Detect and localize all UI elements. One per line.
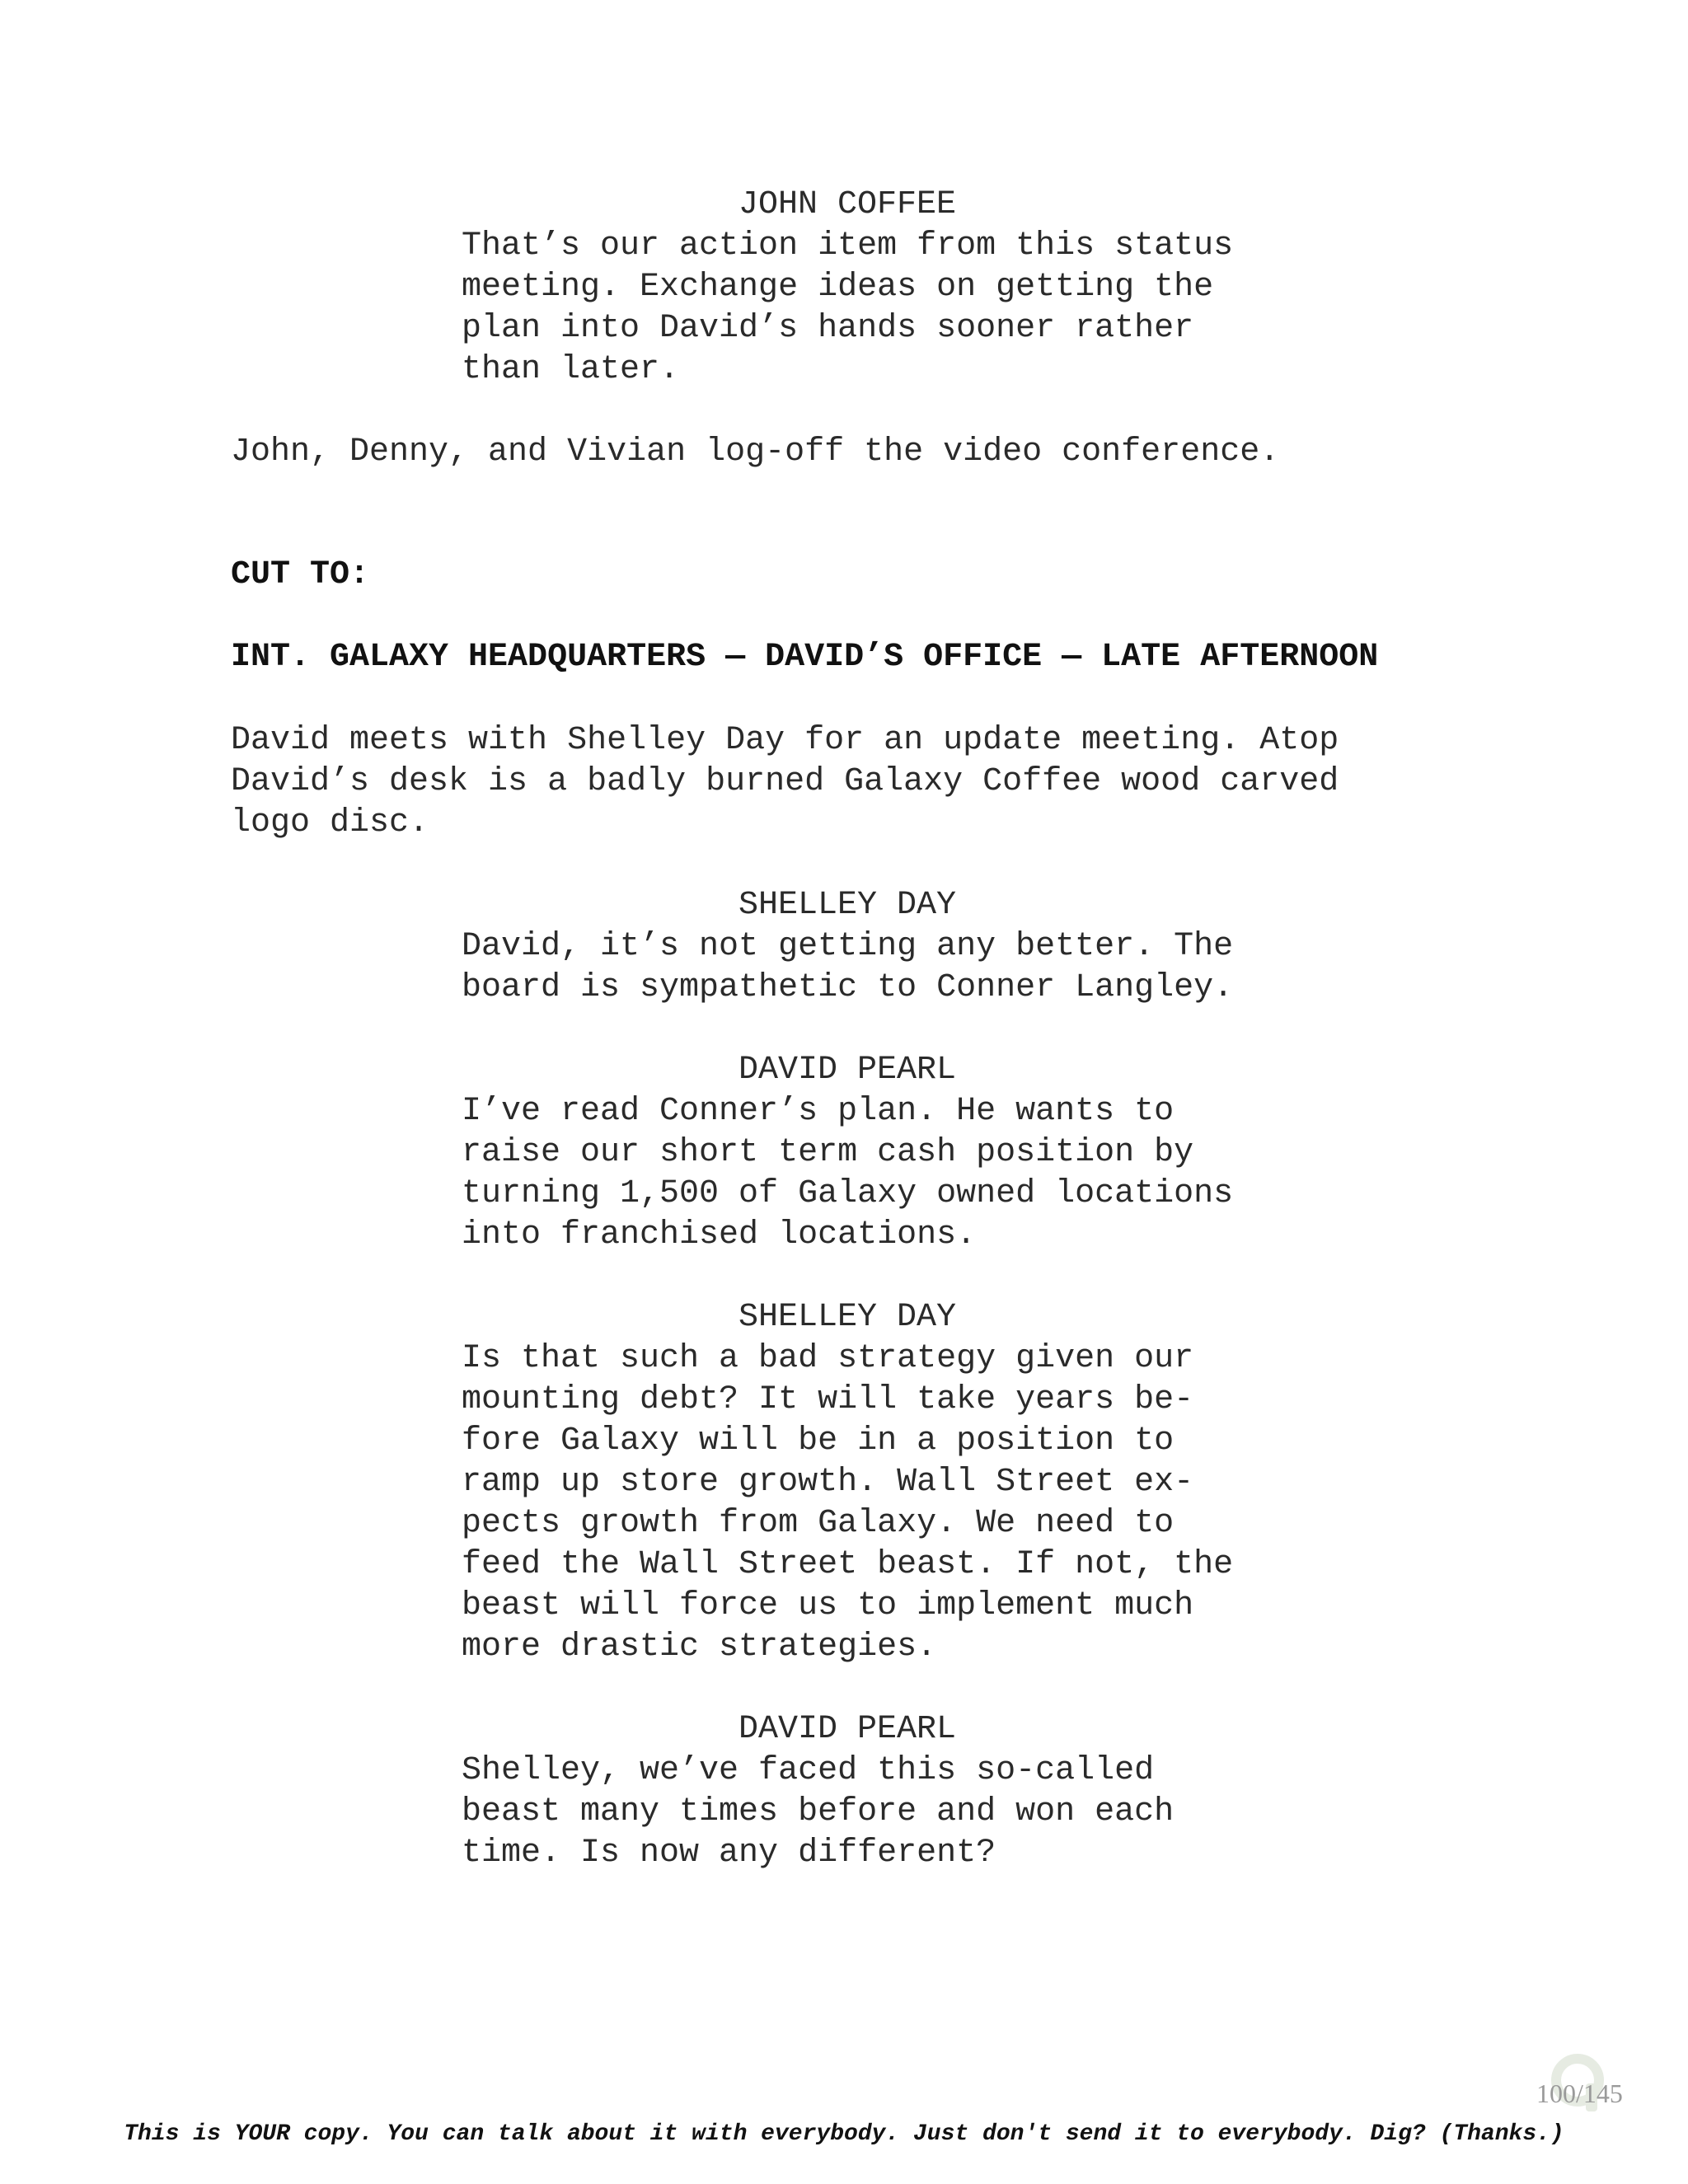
scene-heading: INT. GALAXY HEADQUARTERS — DAVID’S OFFICE — LATE AFTERNOON (231, 639, 1379, 676)
dialogue-line: fore Galaxy will be in a position to (462, 1422, 1175, 1460)
action-line: David meets with Shelley Day for an update meeting. Atop (231, 722, 1339, 759)
dialogue-line: Is that such a bad strategy given our (462, 1340, 1194, 1377)
dialogue-line: plan into David’s hands sooner rather (462, 310, 1194, 347)
character-name: DAVID PEARL (738, 1711, 957, 1748)
dialogue-line: board is sympathetic to Conner Langley. (462, 969, 1234, 1006)
dialogue-line: pects growth from Galaxy. We need to (462, 1505, 1175, 1542)
action-line: logo disc. (231, 804, 429, 841)
character-name: SHELLEY DAY (738, 887, 957, 924)
character-name: JOHN COFFEE (738, 186, 957, 223)
dialogue-line: feed the Wall Street beast. If not, the (462, 1546, 1234, 1583)
action-line: David’s desk is a badly burned Galaxy Coffee wood carved (231, 763, 1339, 800)
character-name: DAVID PEARL (738, 1052, 957, 1089)
dialogue-line: That’s our action item from this status (462, 227, 1234, 265)
dialogue-line: into franchised locations. (462, 1216, 977, 1254)
dialogue-line: more drastic strategies. (462, 1629, 937, 1666)
dialogue-line: beast will force us to implement much (462, 1587, 1194, 1624)
dialogue-line: David, it’s not getting any better. The (462, 928, 1234, 965)
dialogue-line: I’ve read Conner’s plan. He wants to (462, 1093, 1175, 1130)
dialogue-line: time. Is now any different? (462, 1835, 996, 1872)
dialogue-line: Shelley, we’ve faced this so-called (462, 1752, 1155, 1789)
dialogue-line: meeting. Exchange ideas on getting the (462, 269, 1214, 306)
action-line: John, Denny, and Vivian log-off the video conference. (231, 434, 1280, 471)
dialogue-line: turning 1,500 of Galaxy owned locations (462, 1175, 1234, 1212)
dialogue-line: ramp up store growth. Wall Street ex- (462, 1464, 1194, 1501)
transition: CUT TO: (231, 556, 370, 593)
page-number: 100/145 (1536, 2079, 1623, 2108)
dialogue-line: raise our short term cash position by (462, 1134, 1194, 1171)
dialogue-line: beast many times before and won each (462, 1793, 1175, 1830)
copy-notice-footer: This is YOUR copy. You can talk about it with everybody. Just don't send it to everybody. Dig? (Thanks.) (124, 2121, 1564, 2147)
character-name: SHELLEY DAY (738, 1299, 957, 1336)
dialogue-line: than later. (462, 351, 680, 388)
dialogue-line: mounting debt? It will take years be- (462, 1381, 1194, 1418)
